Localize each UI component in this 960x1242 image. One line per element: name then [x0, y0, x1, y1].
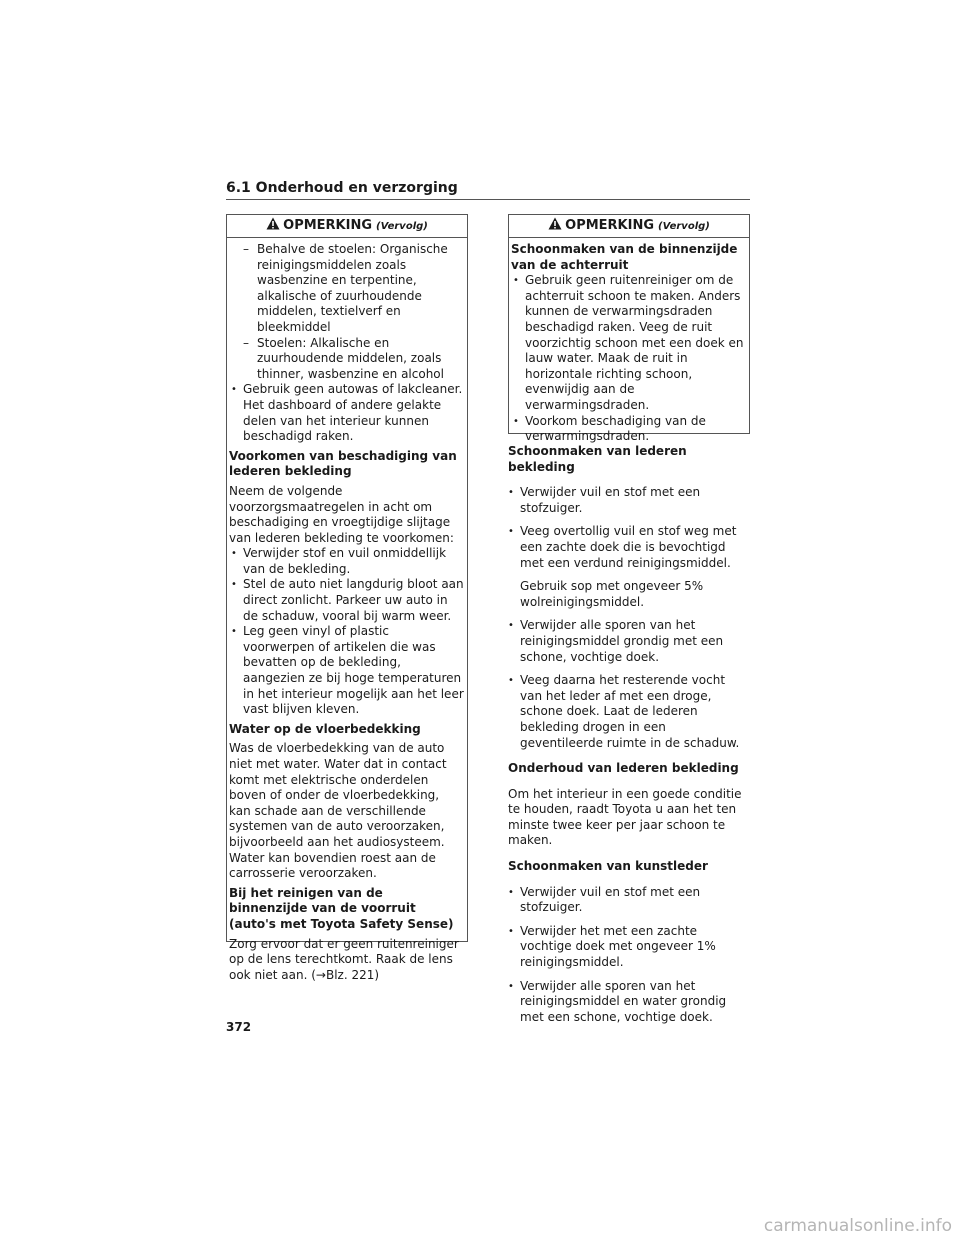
bullet-item: • Gebruik geen ruitenreiniger om de achterruit schoon te maken. Anders kunnen de verwarmingsdraden beschadigd raken. Veeg de ruit voorzichtig schoon met een doek en lauw water. Maak de ruit in horizontale richting schoon, evenwijdig aan de verwarmingsdraden.	[511, 273, 746, 413]
bullet-item: • Verwijder vuil en stof met een stofzuiger.	[508, 885, 750, 916]
bullet-item: • Stel de auto niet langdurig bloot aan direct zonlicht. Parkeer uw auto in de schaduw, vooral bij warm weer.	[229, 577, 464, 624]
bullet-item: • Veeg daarna het resterende vocht van het leder af met een droge, schone doek. Laat de lederen bekleding drogen in een geventileerde ruimte in de schaduw.	[508, 673, 750, 751]
bullet-item: • Gebruik geen autowas of lakcleaner. Het dashboard of andere gelakte delen van het interieur kunnen beschadigd raken.	[229, 382, 464, 444]
subheading: Voorkomen van beschadiging van lederen bekleding	[229, 448, 457, 479]
bullet-item: • Verwijder stof en vuil onmiddellijk van de bekleding.	[229, 546, 464, 577]
bullet-item: • Verwijder alle sporen van het reinigingsmiddel en water grondig met een schone, vochtige doek.	[508, 979, 750, 1026]
paragraph: Neem de volgende voorzorgsmaatregelen in acht om beschadiging en vroegtijdige slijtage van lederen bekleding te voorkomen:	[229, 483, 454, 545]
subheading: Schoonmaken van lederen bekleding	[508, 444, 687, 474]
notice-box-right	[508, 214, 750, 444]
bullet-item: • Veeg overtollig vuil en stof weg met een zachte doek die is bevochtigd met een verdund reinigingsmiddel.	[508, 524, 750, 571]
bullet-subtext: Gebruik sop met ongeveer 5% wolreinigingsmiddel.	[520, 579, 704, 609]
notice-title: OPMERKING	[283, 218, 373, 233]
dash-item: – Stoelen: Alkalische en zuurhoudende middelen, zoals thinner, wasbenzine en alcohol	[229, 336, 464, 383]
subheading: Water op de vloerbedekking	[229, 721, 421, 736]
dash-item: – Behalve de stoelen: Organische reinigingsmiddelen zoals wasbenzine en terpentine, alkalische of zuurhoudende middelen, textielverf en bleekmiddel	[229, 242, 464, 336]
warning-icon	[548, 217, 562, 230]
notice-header	[509, 215, 749, 238]
bullet-item: • Verwijder het met een zachte vochtige doek met ongeveer 1% reinigingsmiddel.	[508, 924, 750, 971]
paragraph: Zorg ervoor dat er geen ruitenreiniger op de lens terechtkomt. Raak de lens ook niet aan. (→Blz. 221)	[229, 936, 459, 982]
subheading: Onderhoud van lederen bekleding	[508, 761, 739, 776]
notice-title: OPMERKING	[565, 218, 655, 233]
paragraph: Was de vloerbedekking van de auto niet met water. Water dat in contact komt met elektrische onderdelen boven of onder de vloerbedekking, kan schade aan de verschillende systemen van de auto veroorzaken, bijvoorbeeld aan het audiosysteem. Water kan bovendien roest aan de carrosserie veroorzaken.	[229, 741, 447, 881]
subheading: Bij het reinigen van de binnenzijde van de voorruit (auto's met Toyota Safety Sense)	[229, 885, 454, 931]
warning-icon	[266, 217, 280, 230]
notice-continued: (Vervolg)	[658, 221, 710, 232]
bullet-item: • Verwijder vuil en stof met een stofzuiger.	[508, 485, 750, 516]
section-title: 6.1 Onderhoud en verzorging	[226, 179, 750, 200]
left-column	[226, 214, 468, 982]
watermark: carmanualsonline.info	[763, 1216, 952, 1236]
bullet-item: • Leg geen vinyl of plastic voorwerpen of artikelen die was bevatten op de bekleding, aangezien ze bij hoge temperaturen in het interieur mogelijk aan het leer vast blijven kleven.	[229, 624, 464, 718]
bullet-item: • Voorkom beschadiging van de verwarmingsdraden.	[511, 414, 746, 445]
notice-continued: (Vervolg)	[376, 221, 428, 232]
subheading: Schoonmaken van kunstleder	[508, 859, 708, 874]
bullet-item: • Verwijder alle sporen van het reinigingsmiddel grondig met een schone, vochtige doek.	[508, 618, 750, 665]
right-column	[508, 214, 750, 1033]
notice-header	[227, 215, 467, 238]
page-number: 372	[226, 1020, 252, 1034]
notice-box-left	[226, 214, 468, 982]
paragraph: Om het interieur in een goede conditie te houden, raadt Toyota u aan het ten minste twee keer per jaar schoon te maken.	[508, 786, 742, 848]
subheading: Schoonmaken van de binnenzijde van de achterruit	[511, 242, 738, 272]
